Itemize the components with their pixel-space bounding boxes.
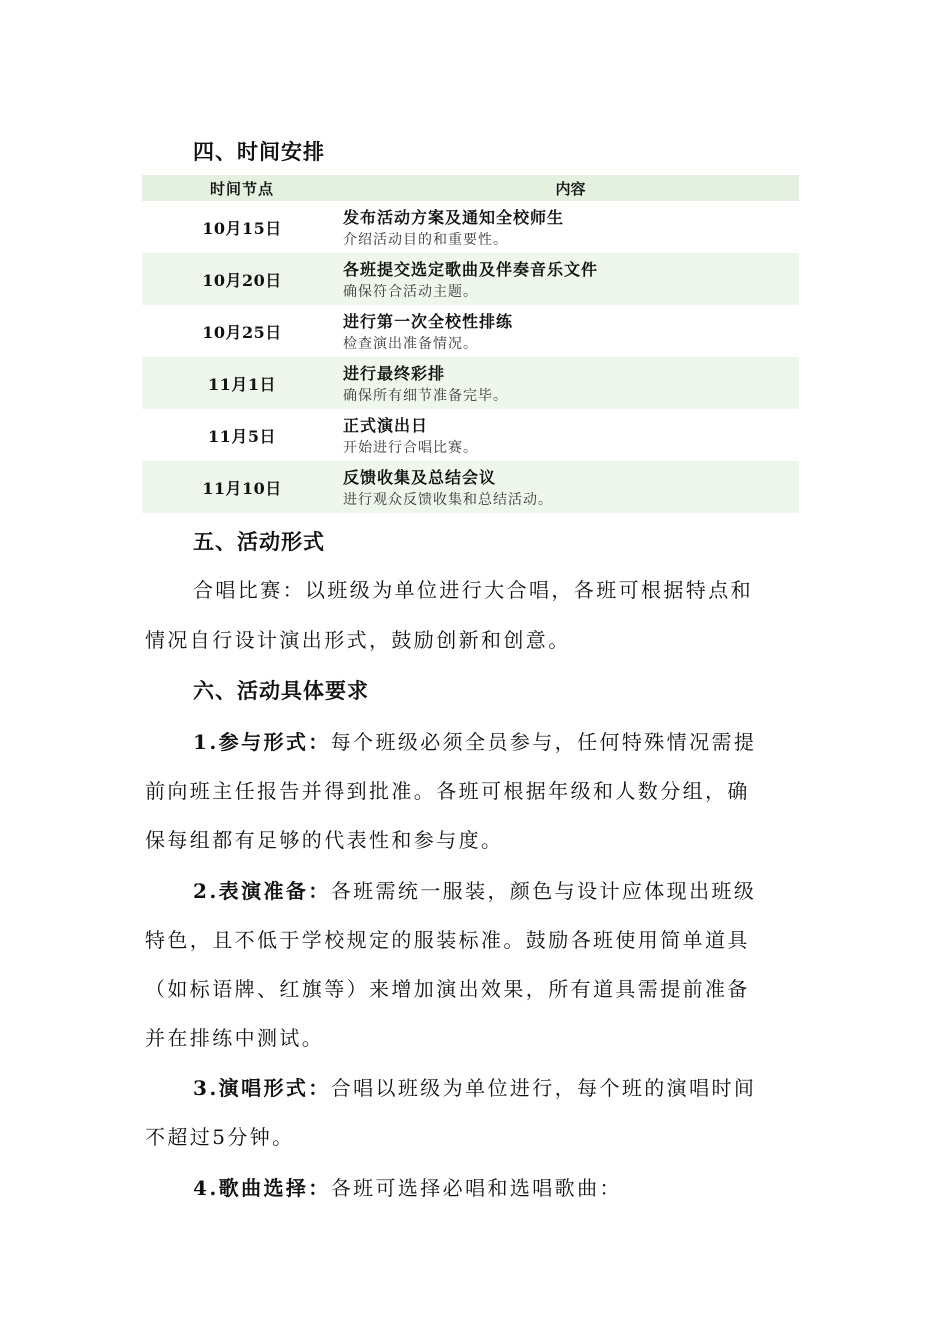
requirement-line: 不超过5分钟。 [145, 1125, 295, 1149]
requirement-line: （如标语牌、红旗等）来增加演出效果，所有道具需提前准备 [145, 977, 750, 1001]
table-row [142, 201, 799, 253]
row-date: 11月5日 [208, 427, 276, 446]
schedule-table [142, 175, 799, 513]
requirement-text: 各班需统一服装，颜色与设计应体现出班级 [330, 879, 757, 903]
requirement-label: 2.表演准备： [193, 879, 331, 903]
table-header [142, 175, 799, 201]
row-date: 10月15日 [202, 219, 282, 238]
section-heading-requirements: 六、活动具体要求 [193, 678, 369, 703]
row-title: 发布活动方案及通知全校师生 [343, 208, 565, 227]
paragraph-line: 情况自行设计演出形式，鼓励创新和创意。 [145, 628, 571, 652]
requirement-text: 合唱以班级为单位进行，每个班的演唱时间 [330, 1076, 757, 1100]
row-title: 进行第一次全校性排练 [343, 312, 514, 331]
row-date: 10月25日 [202, 323, 282, 342]
row-desc: 进行观众反馈收集和总结活动。 [343, 492, 553, 508]
row-desc: 检查演出准备情况。 [343, 336, 478, 352]
table-row [142, 409, 799, 461]
requirement-line [193, 877, 756, 905]
requirement-line [193, 1174, 622, 1202]
row-desc: 确保符合活动主题。 [343, 284, 478, 300]
table-row [142, 461, 799, 513]
row-desc: 开始进行合唱比赛。 [343, 440, 478, 456]
paragraph-line: 合唱比赛：以班级为单位进行大合唱，各班可根据特点和 [193, 578, 753, 602]
requirement-line: 前向班主任报告并得到批准。各班可根据年级和人数分组，确 [145, 779, 750, 803]
requirement-line: 保每组都有足够的代表性和参与度。 [145, 828, 504, 852]
row-title: 各班提交选定歌曲及伴奏音乐文件 [343, 260, 599, 279]
table-row [142, 305, 799, 357]
table-row [142, 253, 799, 305]
requirement-line [193, 1074, 756, 1102]
row-title: 正式演出日 [343, 416, 429, 435]
requirement-text: 每个班级必须全员参与，任何特殊情况需提 [330, 730, 757, 754]
table-row [142, 357, 799, 409]
row-date: 10月20日 [202, 271, 282, 290]
header-content: 内容 [555, 180, 586, 198]
row-title: 反馈收集及总结会议 [343, 468, 497, 487]
row-title: 进行最终彩排 [343, 364, 446, 383]
requirement-label: 3.演唱形式： [193, 1076, 331, 1100]
requirement-line [193, 728, 756, 756]
section-heading-schedule: 四、时间安排 [193, 139, 325, 164]
section-heading-form: 五、活动形式 [193, 529, 325, 554]
requirement-label: 1.参与形式： [193, 730, 331, 754]
requirement-line: 特色，且不低于学校规定的服装标准。鼓励各班使用简单道具 [145, 928, 750, 952]
requirement-label: 4.歌曲选择： [193, 1176, 331, 1200]
requirement-text: 各班可选择必唱和选唱歌曲： [330, 1176, 622, 1200]
row-date: 11月1日 [208, 375, 276, 394]
requirement-line: 并在排练中测试。 [145, 1026, 325, 1050]
row-desc: 介绍活动目的和重要性。 [343, 232, 508, 248]
header-time: 时间节点 [209, 180, 274, 198]
row-date: 11月10日 [202, 479, 282, 498]
row-desc: 确保所有细节准备完毕。 [343, 388, 508, 404]
